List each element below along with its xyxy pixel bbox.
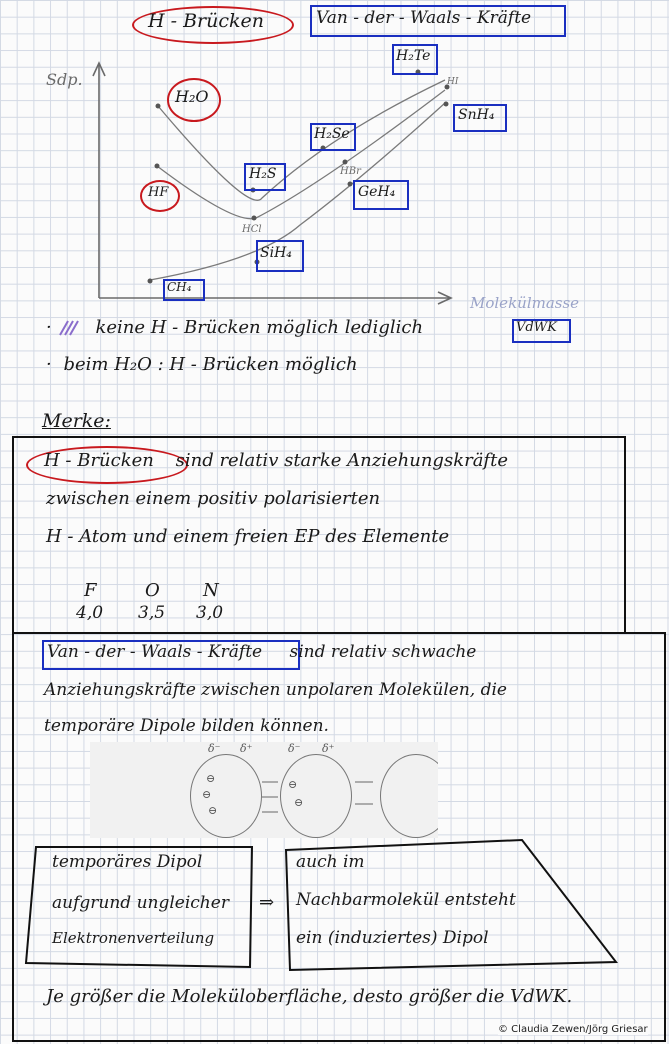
point-snh4	[444, 102, 449, 107]
left-box-line-2: aufgrund ungleicher	[52, 893, 229, 913]
vdwk-tag: VdWK	[516, 320, 557, 335]
en-o: 3,5	[138, 603, 166, 623]
box2-term: Van - der - Waals - Kräfte	[47, 642, 263, 662]
note-1-text: keine H - Brücken möglich lediglich	[95, 317, 424, 338]
delta-plus-2: δ⁺	[322, 742, 335, 755]
point-h2o	[156, 104, 161, 109]
label-h2te: H₂Te	[396, 48, 431, 64]
merke-heading: Merke:	[42, 410, 111, 432]
note-line-2	[46, 354, 358, 375]
box1-line-1	[44, 450, 508, 471]
point-hf	[155, 164, 160, 169]
label-h2o: H₂O	[175, 87, 209, 106]
electron-3: ⊖	[208, 804, 218, 817]
delta-plus-1: δ⁺	[240, 742, 253, 755]
box2-line-1-rest: sind relativ schwache	[289, 642, 477, 662]
box2-line-1	[47, 642, 476, 662]
right-box-line-3: ein (induziertes) Dipol	[296, 928, 489, 948]
electron-5: ⊖	[294, 796, 304, 809]
label-snh4: SnH₄	[458, 107, 495, 123]
en-f: 4,0	[76, 603, 104, 623]
left-box-line-3: Elektronenverteilung	[52, 929, 215, 947]
box2-line-2: Anziehungskräfte zwischen unpolaren Molekülen, die	[44, 680, 507, 700]
note-line-1	[46, 317, 423, 338]
electron-4: ⊖	[288, 778, 298, 791]
label-hi: HI	[447, 77, 459, 87]
point-hbr	[343, 160, 348, 165]
implies-arrow: ⇒	[259, 892, 275, 913]
right-box-line-2: Nachbarmolekül entsteht	[296, 890, 516, 910]
element-f: F	[84, 580, 97, 601]
box2-line-3: temporäre Dipole bilden können.	[44, 716, 329, 736]
scribble-mark	[58, 319, 80, 337]
delta-minus-2: δ⁻	[288, 742, 301, 755]
label-geh4: GeH₄	[358, 184, 396, 200]
left-box-line-1: temporäres Dipol	[52, 852, 203, 872]
boiling-point-chart	[0, 0, 669, 330]
box1-term: H - Brücken	[44, 450, 154, 471]
label-h2s: H₂S	[249, 166, 277, 182]
vdw-title: Van - der - Waals - Kräfte	[316, 8, 532, 28]
element-n: N	[203, 580, 219, 601]
box1-line-1-rest: sind relativ starke Anziehungskräfte	[175, 450, 508, 471]
electron-1: ⊖	[206, 772, 216, 785]
box1-line-3: H - Atom und einem freien EP des Elemente	[46, 526, 450, 547]
credit: © Claudia Zewen/Jörg Griesar	[498, 1024, 648, 1035]
right-box-line-1: auch im	[296, 852, 365, 872]
delta-minus-1: δ⁻	[208, 742, 221, 755]
y-axis-label: Sdp.	[46, 70, 83, 89]
element-o: O	[145, 580, 160, 601]
point-hcl	[252, 216, 257, 221]
label-h2se: H₂Se	[314, 126, 350, 142]
bullet-1: ·	[46, 317, 52, 338]
label-hcl: HCl	[242, 224, 262, 235]
dipole-figure	[90, 742, 438, 838]
label-hbr: HBr	[340, 166, 361, 177]
note-2-text: beim H₂O : H - Brücken möglich	[63, 354, 358, 375]
h-bruecken-title: H - Brücken	[148, 10, 264, 32]
en-n: 3,0	[196, 603, 224, 623]
box2-footer: Je größer die Moleküloberfläche, desto größer die VdWK.	[46, 986, 573, 1007]
point-geh4	[348, 182, 353, 187]
point-ch4	[148, 279, 153, 284]
x-axis-label: Molekülmasse	[470, 294, 580, 312]
label-sih4: SiH₄	[260, 245, 292, 261]
attraction-arrows	[90, 742, 438, 838]
electron-2: ⊖	[202, 788, 212, 801]
label-ch4: CH₄	[167, 280, 192, 294]
box1-line-2: zwischen einem positiv polarisierten	[46, 488, 381, 509]
label-hf: HF	[148, 185, 169, 200]
bullet-2: ·	[46, 354, 52, 375]
